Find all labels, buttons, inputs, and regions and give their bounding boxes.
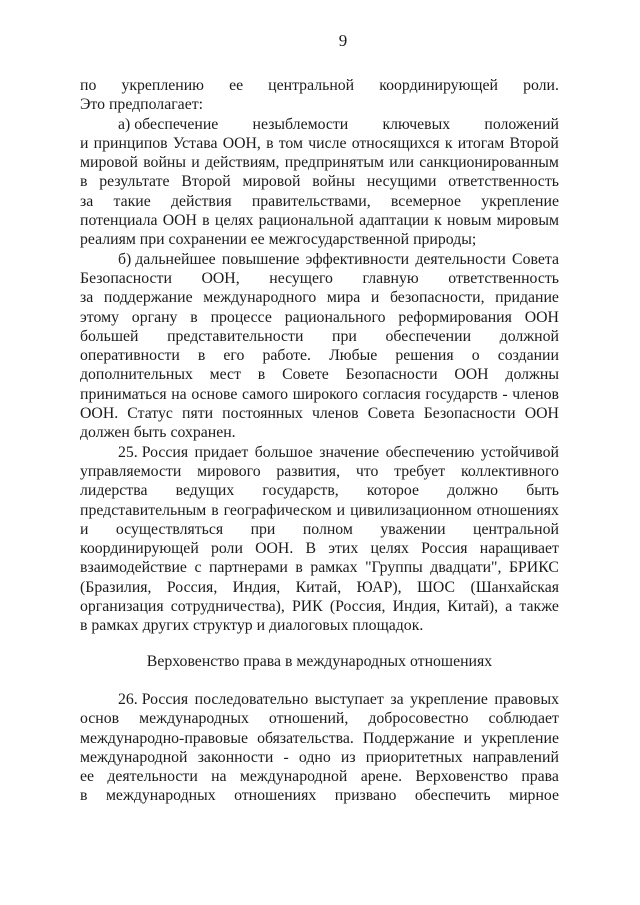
text-line: международно-правовые обязательства. Поддержание и укрепление xyxy=(80,729,559,747)
text-line: за такие действия правительствами, всемерное укрепление xyxy=(80,192,559,210)
text-line: Безопасности ООН, несущего главную ответственность xyxy=(80,269,559,287)
page-number: 9 xyxy=(338,31,348,50)
text-line: ее деятельности на международной арене. Верховенство права xyxy=(80,768,559,786)
text-line: представительным в географическом и цивилизационном отношениях xyxy=(80,501,559,519)
paragraph xyxy=(80,250,559,443)
text-line: за поддержание международного мира и безопасности, придание xyxy=(80,289,559,307)
text-line: в результате Второй мировой войны несущими ответственность xyxy=(80,173,559,191)
text-line: оперативности в его работе. Любые решения о создании xyxy=(80,347,559,365)
text-line: в международных отношениях призвано обеспечить мирное xyxy=(80,787,559,805)
text-line: ООН. Статус пяти постоянных членов Совета Безопасности ООН xyxy=(80,405,559,423)
text-line: а) обеспечение незыблемости ключевых положений xyxy=(118,115,559,133)
text-line: международной законности - одно из приоритетных направлений xyxy=(80,748,559,766)
document-body xyxy=(80,76,559,806)
text-line: большей представительности при обеспечении должной xyxy=(80,327,559,345)
paragraph xyxy=(80,115,559,250)
text-line: Это предполагает: xyxy=(80,96,203,114)
text-line: и принципов Устава ООН, в том числе относящихся к итогам Второй xyxy=(80,134,559,152)
text-line: дополнительных мест в Совете Безопасности ООН должны xyxy=(80,366,559,384)
text-line: приниматься на основе самого широкого согласия государств - членов xyxy=(80,385,559,403)
text-line: координирующей роли ООН. В этих целях Россия наращивает xyxy=(80,540,559,558)
text-line: реалиям при сохранении ее межгосударственной природы; xyxy=(80,231,477,249)
text-line: 25. Россия придает большое значение обеспечению устойчивой xyxy=(118,443,559,461)
text-line: по укреплению ее центральной координирующей роли. xyxy=(80,77,559,94)
text-line: (Бразилия, Россия, Индия, Китай, ЮАР), ШОС (Шанхайская xyxy=(80,578,559,596)
text-line: 26. Россия последовательно выступает за укрепление правовых xyxy=(118,690,559,708)
text-line: этому органу в процессе рационального реформирования ООН xyxy=(80,308,559,326)
text-line: мировой войны и действиям, предпринятым или санкционированным xyxy=(80,154,559,172)
paragraph xyxy=(80,690,559,806)
text-line: взаимодействие с партнерами в рамках "Группы двадцати", БРИКС xyxy=(80,559,559,577)
text-line: и осуществляться при полном уважении центральной xyxy=(80,520,559,538)
text-line: основ международных отношений, добросовестно соблюдает xyxy=(80,710,559,728)
paragraph xyxy=(80,76,559,115)
section-heading: Верховенство права в международных отношениях xyxy=(146,652,493,670)
text-line: лидерства ведущих государств, которое должно быть xyxy=(80,482,559,500)
text-line: потенциала ООН в целях рациональной адаптации к новым мировым xyxy=(80,212,559,230)
text-line: должен быть сохранен. xyxy=(80,424,236,442)
paragraph xyxy=(80,443,559,636)
text-line: организация сотрудничества), РИК (Россия, Индия, Китай), а также xyxy=(80,598,559,616)
text-line: управляемости мирового развития, что требует коллективного xyxy=(80,462,559,480)
text-line: в рамках других структур и диалоговых площадок. xyxy=(80,617,424,635)
text-line: б) дальнейшее повышение эффективности деятельности Совета xyxy=(118,250,559,268)
